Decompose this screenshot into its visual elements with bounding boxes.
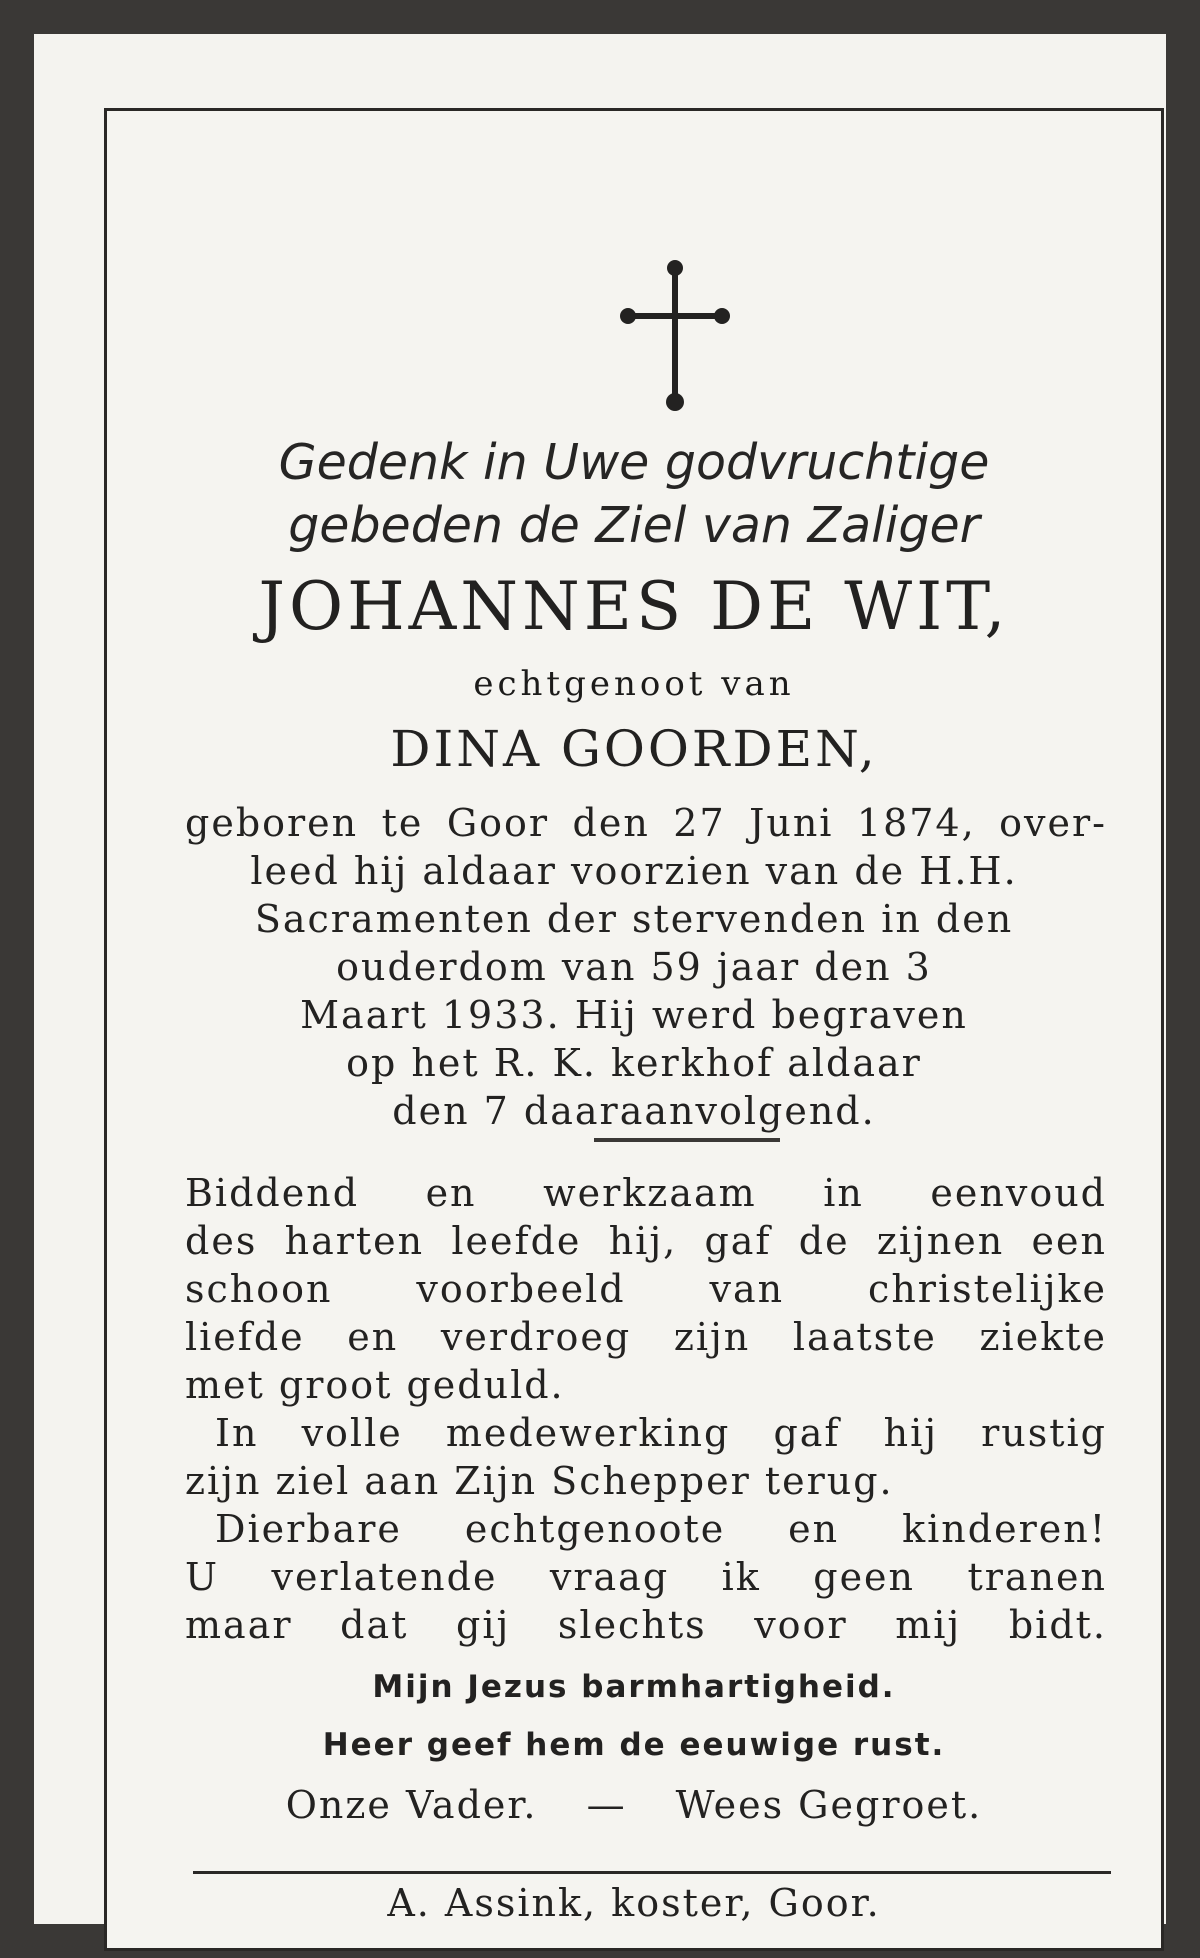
closing-prayers (107, 1783, 1161, 1827)
closing-right: Wees Gegroet. (675, 1783, 983, 1827)
deceased-name: JOHANNES DE WIT, (258, 568, 1010, 645)
relation-line: echtgenoot van (473, 664, 795, 704)
closing-dash: — (586, 1783, 627, 1827)
memorial-card (34, 34, 1166, 1924)
biography-line-1: geboren te Goor den 27 Juni 1874, over- (185, 801, 1107, 845)
tribute-line-8: Dierbare echtgenoote en kinderen! (215, 1507, 1107, 1551)
biography-line-5: Maart 1933. Hij werd begraven (300, 993, 968, 1037)
biography-line-2: leed hij aldaar voorzien van de H.H. (250, 849, 1018, 893)
prayer-line-2: Heer geef hem de eeuwige rust. (322, 1727, 946, 1763)
tribute-line-5: met groot geduld. (185, 1363, 565, 1407)
tribute-line-4: liefde en verdroeg zijn laatste ziekte (185, 1315, 1107, 1359)
intro-line-1: Gedenk in Uwe godvruchtige (278, 434, 990, 491)
tribute-line-6: In volle medewerking gaf hij rustig (215, 1411, 1107, 1455)
closing-left: Onze Vader. (285, 1783, 538, 1827)
intro-line-2: gebeden de Ziel van Zaliger (288, 497, 980, 554)
tribute-line-7: zijn ziel aan Zijn Schepper terug. (185, 1459, 894, 1503)
biography-line-3: Sacramenten der stervenden in den (254, 897, 1014, 941)
biography-line-7: den 7 daaraanvolgend. (392, 1089, 876, 1133)
tribute-line-10: maar dat gij slechts voor mij bidt. (185, 1603, 1107, 1647)
tribute-line-3: schoon voorbeeld van christelijke (185, 1267, 1107, 1311)
biography-line-6: op het R. K. kerkhof aldaar (346, 1041, 922, 1085)
spouse-name: DINA GOORDEN, (390, 720, 878, 778)
section-divider (594, 1138, 780, 1142)
printer-line: A. Assink, koster, Goor. (387, 1881, 881, 1925)
tribute-line-2: des harten leefde hij, gaf de zijnen een (185, 1219, 1107, 1263)
card-frame (104, 108, 1164, 1951)
prayer-line-1: Mijn Jezus barmhartigheid. (372, 1669, 896, 1705)
tribute-line-9: U verlatende vraag ik geen tranen (185, 1555, 1107, 1599)
cross-icon (620, 256, 730, 416)
biography-line-4: ouderdom van 59 jaar den 3 (336, 945, 932, 989)
bottom-divider (193, 1871, 1111, 1874)
tribute-line-1: Biddend en werkzaam in eenvoud (185, 1171, 1107, 1215)
